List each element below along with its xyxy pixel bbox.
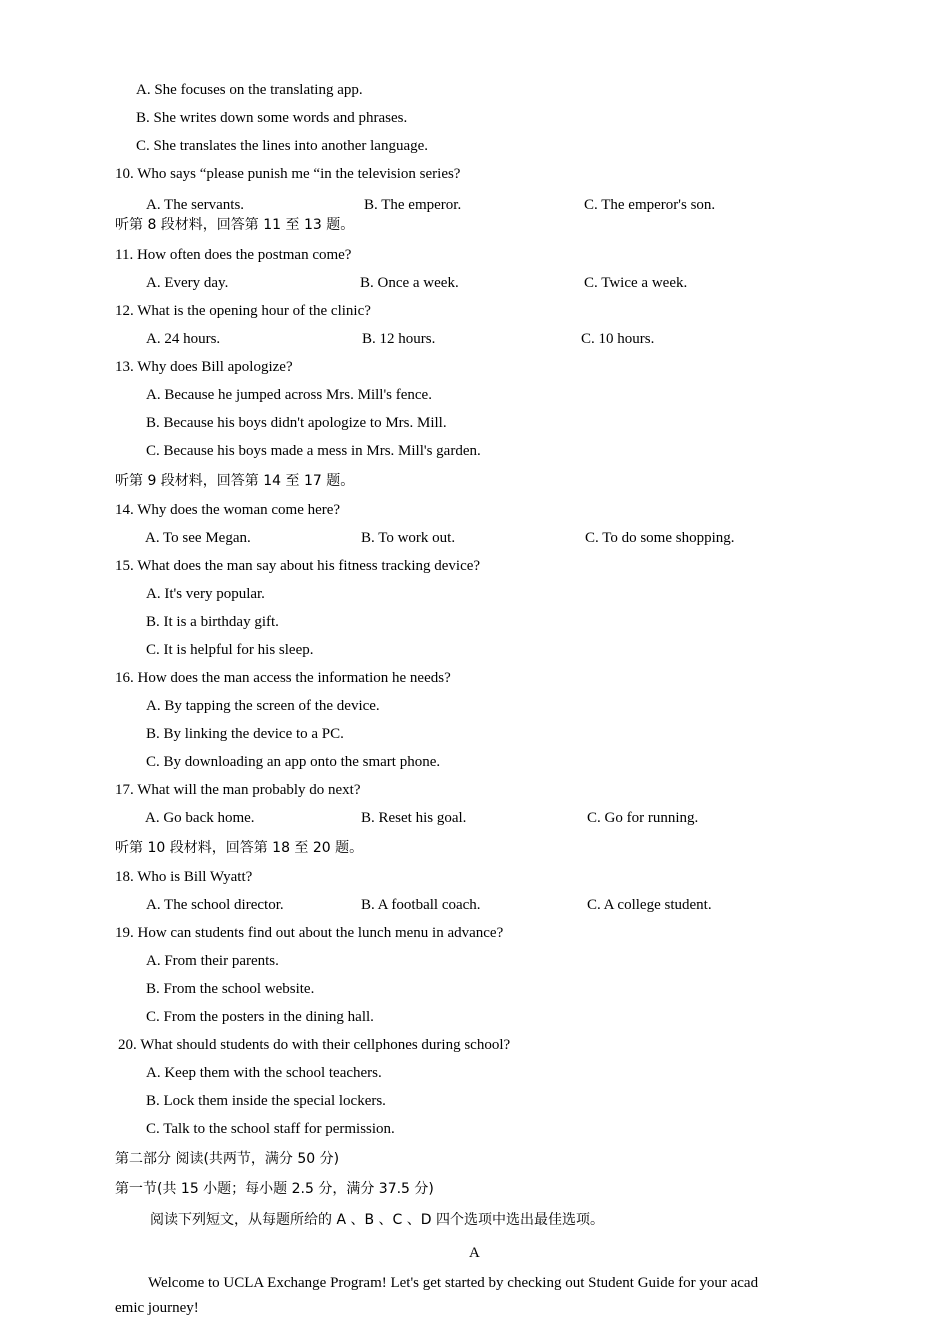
q15-option-c: C. It is helpful for his sleep.: [146, 642, 314, 658]
q15-option-b: B. It is a birthday gift.: [146, 614, 279, 630]
q19-option-c: C. From the posters in the dining hall.: [146, 1009, 374, 1025]
q18-question: 18. Who is Bill Wyatt?: [115, 869, 253, 885]
q10-option-c: C. The emperor's son.: [584, 197, 716, 213]
q11-question: 11. How often does the postman come?: [115, 247, 352, 263]
part2-heading: 第二部分 阅读(共两节，满分 50 分): [115, 1151, 340, 1167]
q14-option-c: C. To do some shopping.: [585, 530, 735, 546]
q17-option-b: B. Reset his goal.: [361, 810, 467, 826]
q19-option-b: B. From the school website.: [146, 981, 315, 997]
q16-option-c: C. By downloading an app onto the smart phone.: [146, 754, 441, 770]
q13-option-a: A. Because he jumped across Mrs. Mill's fence.: [146, 387, 432, 403]
q17-option-c: C. Go for running.: [587, 810, 699, 826]
q20-option-a: A. Keep them with the school teachers.: [146, 1065, 382, 1081]
q14-option-a: A. To see Megan.: [145, 530, 251, 546]
q20-option-c: C. Talk to the school staff for permission.: [146, 1121, 395, 1137]
q10-option-a: A. The servants.: [146, 197, 245, 213]
q13-question: 13. Why does Bill apologize?: [115, 359, 293, 375]
q12-question: 12. What is the opening hour of the clinic?: [115, 303, 371, 319]
q11-option-b: B. Once a week.: [360, 275, 459, 291]
q19-question: 19. How can students find out about the lunch menu in advance?: [115, 925, 504, 941]
part2-section1-heading: 第一节(共 15 小题；每小题 2.5 分，满分 37.5 分): [115, 1181, 434, 1197]
q9-option-c: C. She translates the lines into another language.: [136, 138, 429, 154]
q12-option-a: A. 24 hours.: [146, 331, 221, 347]
q18-option-c: C. A college student.: [587, 897, 712, 913]
q9-option-a: A. She focuses on the translating app.: [136, 82, 363, 98]
q10-question: 10. Who says “please punish me “in the television series?: [115, 166, 461, 182]
q14-question: 14. Why does the woman come here?: [115, 502, 341, 518]
q20-question: 20. What should students do with their cellphones during school?: [118, 1037, 511, 1053]
q15-option-a: A. It's very popular.: [146, 586, 265, 602]
q16-option-a: A. By tapping the screen of the device.: [146, 698, 380, 714]
section-heading-8: 听第 8 段材料，回答第 11 至 13 题。: [115, 217, 355, 233]
q12-option-b: B. 12 hours.: [362, 331, 436, 347]
passage-line-2: emic journey!: [115, 1300, 199, 1316]
q16-option-b: B. By linking the device to a PC.: [146, 726, 344, 742]
section-heading-10: 听第 10 段材料，回答第 18 至 20 题。: [115, 840, 364, 856]
q9-option-b: B. She writes down some words and phrases.: [136, 110, 408, 126]
passage-line-1: Welcome to UCLA Exchange Program! Let's get started by checking out Student Guide for your acad: [148, 1275, 759, 1291]
q16-question: 16. How does the man access the information he needs?: [115, 670, 451, 686]
section-heading-9: 听第 9 段材料，回答第 14 至 17 题。: [115, 473, 355, 489]
q13-option-b: B. Because his boys didn't apologize to Mrs. Mill.: [146, 415, 447, 431]
q20-option-b: B. Lock them inside the special lockers.: [146, 1093, 386, 1109]
q10-option-b: B. The emperor.: [364, 197, 462, 213]
q15-question: 15. What does the man say about his fitness tracking device?: [115, 558, 481, 574]
q18-option-b: B. A football coach.: [361, 897, 481, 913]
q18-option-a: A. The school director.: [146, 897, 284, 913]
q19-option-a: A. From their parents.: [146, 953, 279, 969]
q11-option-c: C. Twice a week.: [584, 275, 688, 291]
q17-option-a: A. Go back home.: [145, 810, 255, 826]
q14-option-b: B. To work out.: [361, 530, 456, 546]
q17-question: 17. What will the man probably do next?: [115, 782, 361, 798]
passage-label: A: [469, 1245, 480, 1261]
q11-option-a: A. Every day.: [146, 275, 229, 291]
reading-instruction: 阅读下列短文，从每题所给的 A 、B 、C 、D 四个选项中选出最佳选项。: [150, 1212, 604, 1228]
q12-option-c: C. 10 hours.: [581, 331, 655, 347]
q13-option-c: C. Because his boys made a mess in Mrs. Mill's garden.: [146, 443, 481, 459]
